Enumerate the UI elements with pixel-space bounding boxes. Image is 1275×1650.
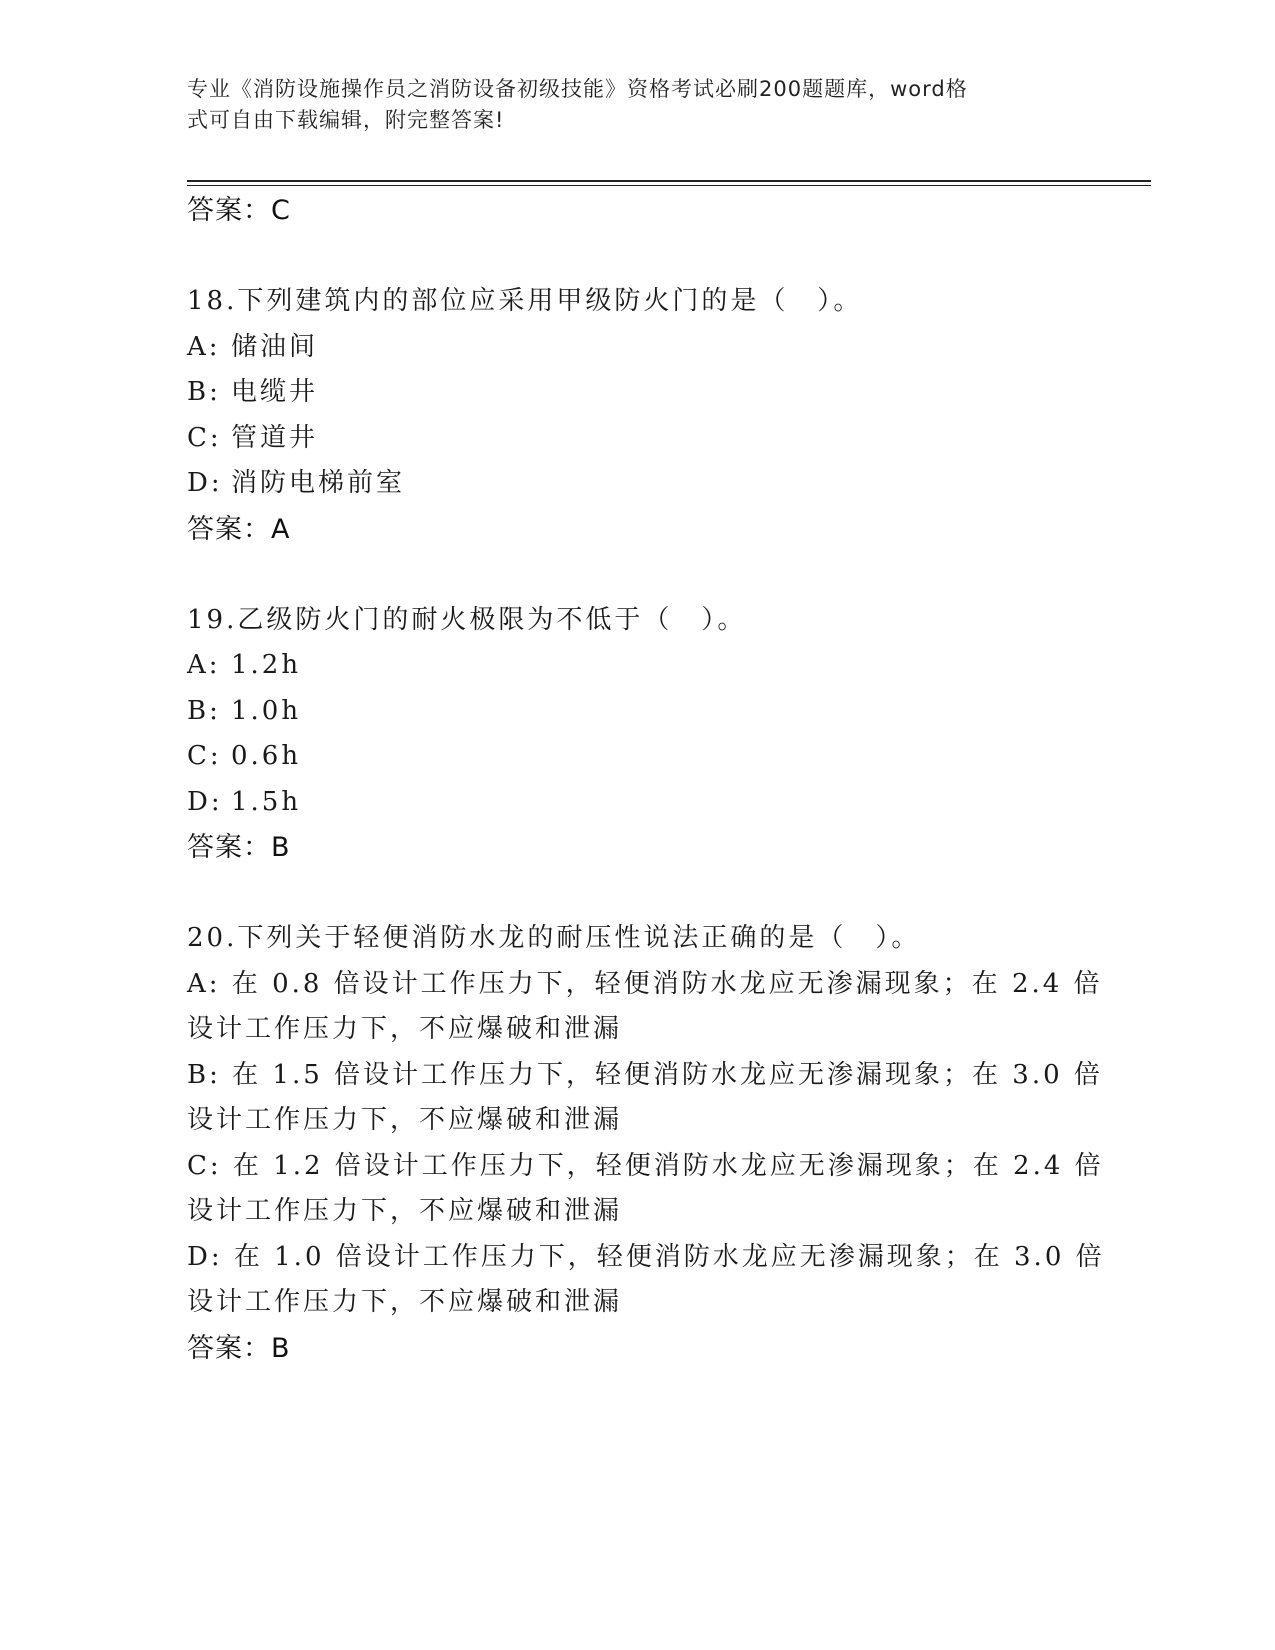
question-20-option-a <box>187 962 1103 1053</box>
option-label: C: <box>187 422 222 453</box>
question-19-stem: 19.乙级防火门的耐火极限为不低于（ ）。 <box>187 604 747 635</box>
option-text: 1.5h <box>231 786 302 817</box>
question-18-option-b <box>187 370 1087 416</box>
option-label: D: <box>187 786 223 817</box>
option-line-1: C: 在 1.2 倍设计工作压力下，轻便消防水龙应无渗漏现象；在 2.4 倍 <box>187 1150 1104 1181</box>
option-line-1: D: 在 1.0 倍设计工作压力下，轻便消防水龙应无渗漏现象；在 3.0 倍 <box>187 1241 1105 1272</box>
previous-answer: 答案：C <box>187 195 291 226</box>
header-line-1: 专业《消防设施操作员之消防设备初级技能》资格考试必刷200题题库，word格 <box>187 77 968 101</box>
question-20-stem: 20.下列关于轻便消防水龙的耐压性说法正确的是（ ）。 <box>187 923 921 953</box>
question-18-stem: 18.下列建筑内的部位应采用甲级防火门的是（ ）。 <box>187 286 863 316</box>
spacer <box>187 871 1087 916</box>
question-18-option-d <box>187 461 1087 507</box>
option-label: C: <box>187 741 222 771</box>
option-label: A: <box>187 331 221 362</box>
option-line-1: A: 在 0.8 倍设计工作压力下，轻便消防水龙应无渗漏现象；在 2.4 倍 <box>187 968 1103 999</box>
header-rule-thin <box>187 185 1151 186</box>
option-text: 管道井 <box>231 422 319 453</box>
spacer <box>187 234 1087 279</box>
question-19-option-a <box>187 643 1087 689</box>
question-content <box>187 188 1105 1372</box>
option-label: B: <box>187 695 221 726</box>
spacer <box>187 553 1087 598</box>
question-20-option-d <box>187 1235 1105 1326</box>
option-text: 1.2h <box>231 650 302 680</box>
question-18 <box>187 279 1087 553</box>
question-20-answer: 答案：B <box>187 1332 291 1364</box>
option-text: 储油间 <box>231 331 319 362</box>
header-rule-thick <box>187 180 1151 182</box>
question-18-option-a <box>187 325 1087 371</box>
option-text: 0.6h <box>231 741 302 771</box>
question-19-option-c <box>187 734 1087 780</box>
option-line-2: 设计工作压力下，不应爆破和泄漏 <box>187 1196 623 1226</box>
option-line-2: 设计工作压力下，不应爆破和泄漏 <box>187 1105 623 1135</box>
question-18-answer: 答案：A <box>187 513 291 545</box>
header-line-2: 式可自由下载编辑，附完整答案! <box>187 108 505 132</box>
question-19-option-b <box>187 689 1087 735</box>
option-line-1: B: 在 1.5 倍设计工作压力下，轻便消防水龙应无渗漏现象；在 3.0 倍 <box>187 1059 1103 1090</box>
question-20 <box>187 916 1105 1372</box>
question-20-option-c <box>187 1144 1104 1235</box>
option-label: A: <box>187 650 221 680</box>
option-label: D: <box>187 468 223 498</box>
option-text: 1.0h <box>231 695 302 726</box>
option-line-2: 设计工作压力下，不应爆破和泄漏 <box>187 1014 623 1044</box>
question-19-option-d <box>187 780 1087 826</box>
option-text: 消防电梯前室 <box>231 468 406 498</box>
question-20-option-b <box>187 1053 1103 1144</box>
option-line-2: 设计工作压力下，不应爆破和泄漏 <box>187 1287 623 1317</box>
question-18-option-c <box>187 416 1087 462</box>
document-header <box>187 74 1067 136</box>
question-19-answer: 答案：B <box>187 832 291 863</box>
option-label: B: <box>187 377 221 407</box>
question-19 <box>187 598 1087 872</box>
option-text: 电缆井 <box>231 377 319 407</box>
